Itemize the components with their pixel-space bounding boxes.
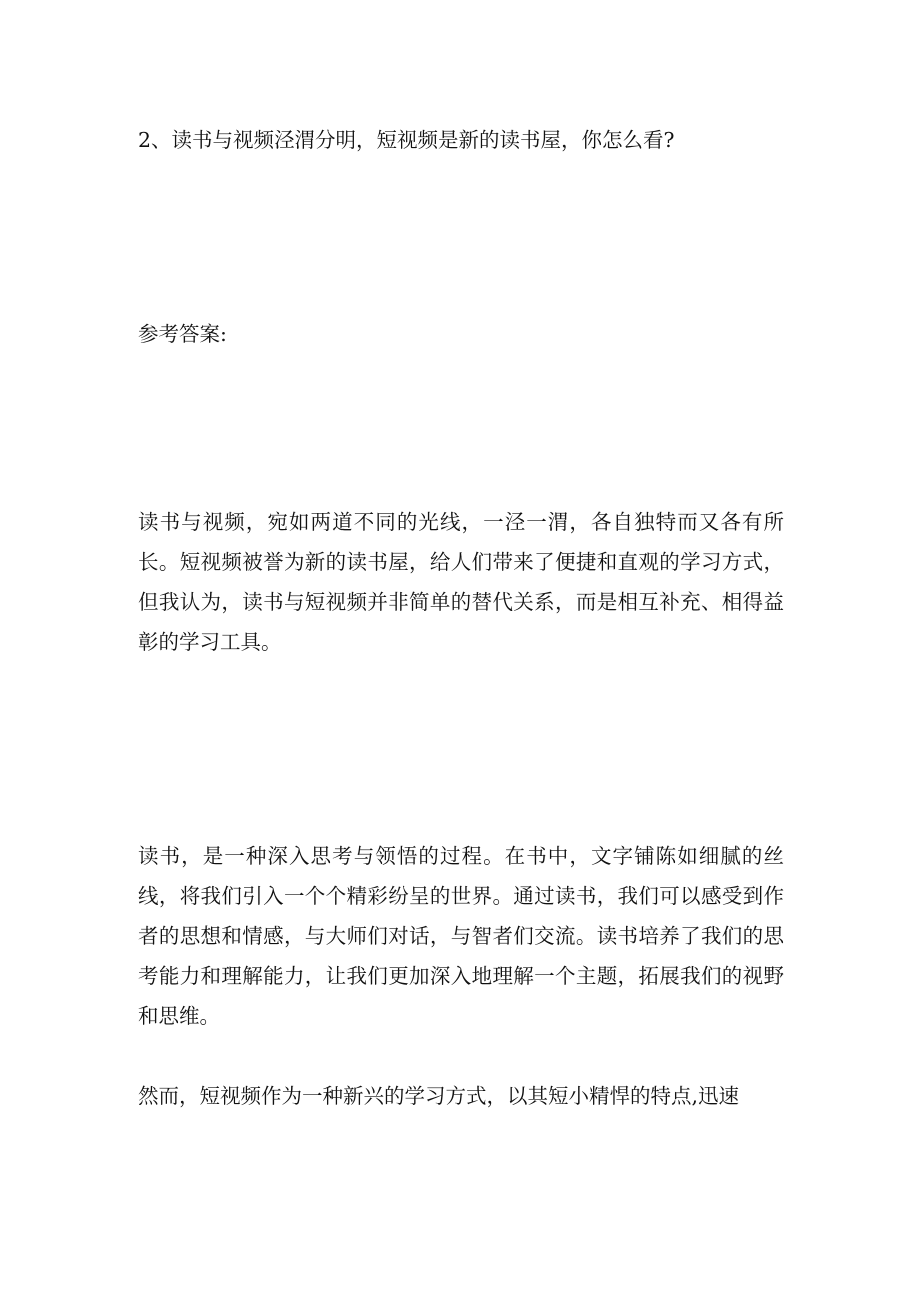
- question-heading: 2、读书与视频泾渭分明，短视频是新的读书屋，你怎么看?: [138, 128, 675, 152]
- paragraph-short-video: 然而，短视频作为一种新兴的学习方式，以其短小精悍的特点,迅速: [138, 1084, 740, 1108]
- paragraph-reading: 读书，是一种深入思考与领悟的过程。在书中，文字铺陈如细腻的丝线，将我们引入一个个精彩纷呈的世界。通过读书，我们可以感受到作者的思想和情感，与大师们对话，与智者们交流。读书培养了我们的思考能力和理解能力，让我们更加深入地理解一个主题，拓展我们的视野和思维。: [138, 844, 784, 1028]
- answer-label: 参考答案:: [138, 322, 227, 346]
- paragraph-intro: 读书与视频，宛如两道不同的光线，一泾一渭，各自独特而又各有所长。短视频被誉为新的读书屋，给人们带来了便捷和直观的学习方式，但我认为，读书与短视频并非简单的替代关系，而是相互补充、相得益彰的学习工具。: [138, 510, 784, 654]
